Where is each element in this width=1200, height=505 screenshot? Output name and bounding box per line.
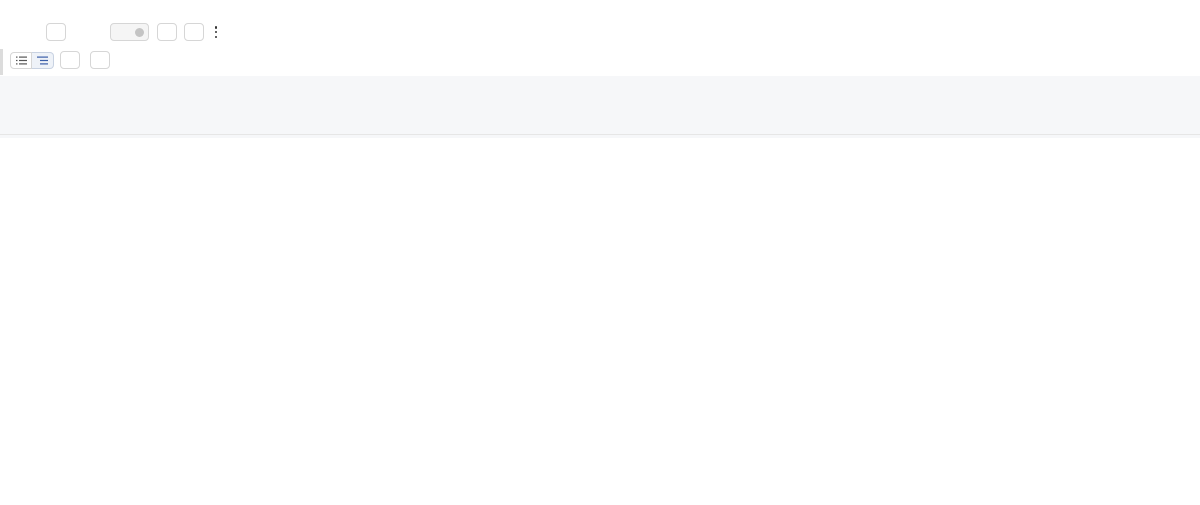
filters-button[interactable] — [157, 23, 177, 41]
period-month[interactable] — [66, 23, 84, 41]
period-toolbar — [10, 23, 219, 41]
list-view-icon[interactable] — [10, 52, 32, 69]
period-today[interactable] — [10, 23, 28, 41]
clear-icon[interactable] — [135, 28, 144, 37]
sidebar-edge — [0, 49, 3, 75]
view-toolbar — [10, 51, 110, 69]
more-menu-icon[interactable] — [213, 26, 219, 38]
tree-view-icon[interactable] — [32, 52, 54, 69]
groupings-button[interactable] — [60, 51, 80, 69]
metrics-button[interactable] — [90, 51, 110, 69]
show-chart-button[interactable] — [184, 23, 204, 41]
period-yesterday[interactable] — [28, 23, 46, 41]
period-week[interactable] — [46, 23, 66, 41]
period-90-days[interactable] — [84, 23, 102, 41]
date-range-picker[interactable] — [110, 23, 149, 41]
table-header-controls — [0, 113, 1200, 135]
